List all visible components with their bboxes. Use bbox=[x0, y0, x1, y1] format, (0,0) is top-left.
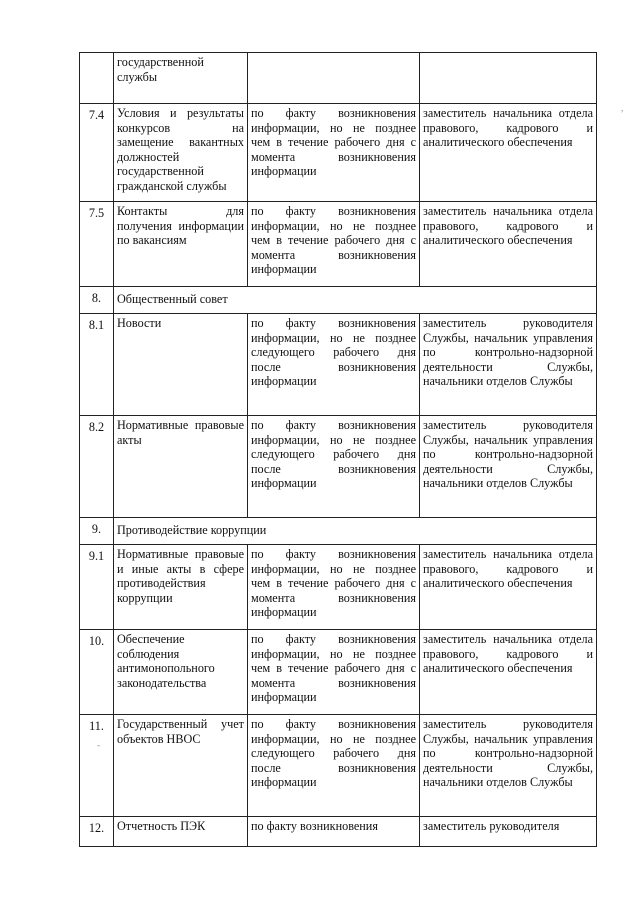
row-deadline: по факту возникновения информации, но не позднее следующего рабочего дня после возникновения информации bbox=[248, 416, 420, 518]
row-deadline: по факту возникновения информации, но не позднее следующего рабочего дня после возникновения информации bbox=[248, 715, 420, 817]
row-responsible: заместитель начальника отдела правового, кадрового и аналитического обеспечения bbox=[420, 202, 597, 287]
row-number: 7.5 bbox=[80, 202, 114, 287]
row-name: Государственный учет объектов НВОС bbox=[114, 715, 248, 817]
row-responsible: заместитель руководителя Службы, начальник управления по контрольно-надзорной деятельности Службы, начальники отделов Службы bbox=[420, 416, 597, 518]
table-row bbox=[80, 715, 597, 817]
table-row bbox=[80, 416, 597, 518]
row-deadline: по факту возникновения информации, но не позднее чем в течение рабочего дня с момента возникновения информации bbox=[248, 545, 420, 630]
scan-mark: - bbox=[97, 740, 100, 750]
row-number: 10. bbox=[80, 630, 114, 715]
row-responsible: заместитель руководителя bbox=[420, 817, 597, 847]
table-row bbox=[80, 53, 597, 104]
row-number: 8.1 bbox=[80, 314, 114, 416]
row-number bbox=[80, 53, 114, 104]
row-number: 8. bbox=[80, 287, 114, 314]
row-number: 9. bbox=[80, 518, 114, 545]
section-row bbox=[80, 287, 597, 314]
section-row bbox=[80, 518, 597, 545]
row-name: Обеспечение соблюдения антимонопольного законодательства bbox=[114, 630, 248, 715]
row-deadline: по факту возникновения bbox=[248, 817, 420, 847]
section-title: Общественный совет bbox=[114, 287, 597, 314]
table-row bbox=[80, 104, 597, 202]
table-row bbox=[80, 202, 597, 287]
row-number: 12. bbox=[80, 817, 114, 847]
scan-mark: , bbox=[621, 103, 624, 113]
row-number: 11. bbox=[80, 715, 114, 817]
section-title: Противодействие коррупции bbox=[114, 518, 597, 545]
row-deadline: по факту возникновения информации, но не позднее чем в течение рабочего дня с момента возникновения информации bbox=[248, 630, 420, 715]
row-deadline bbox=[248, 53, 420, 104]
table-row bbox=[80, 545, 597, 630]
row-responsible: заместитель начальника отдела правового, кадрового и аналитического обеспечения bbox=[420, 630, 597, 715]
row-number: 9.1 bbox=[80, 545, 114, 630]
row-name: Отчетность ПЭК bbox=[114, 817, 248, 847]
table-row bbox=[80, 630, 597, 715]
row-deadline: по факту возникновения информации, но не позднее чем в течение рабочего дня с момента возникновения информации bbox=[248, 202, 420, 287]
table-row bbox=[80, 314, 597, 416]
row-responsible: заместитель начальника отдела правового, кадрового и аналитического обеспечения bbox=[420, 104, 597, 202]
row-name: государственной службы bbox=[114, 53, 248, 104]
row-deadline: по факту возникновения информации, но не позднее следующего рабочего дня после возникновения информации bbox=[248, 314, 420, 416]
row-deadline: по факту возникновения информации, но не позднее чем в течение рабочего дня с момента возникновения информации bbox=[248, 104, 420, 202]
row-responsible: заместитель руководителя Службы, начальник управления по контрольно-надзорной деятельности Службы, начальники отделов Службы bbox=[420, 314, 597, 416]
row-number: 8.2 bbox=[80, 416, 114, 518]
row-name: Условия и результаты конкурсов на замещение вакантных должностей государственной гражданской службы bbox=[114, 104, 248, 202]
row-name: Контакты для получения информации по вакансиям bbox=[114, 202, 248, 287]
row-name: Нормативные правовые акты bbox=[114, 416, 248, 518]
schedule-table-body bbox=[80, 53, 597, 847]
row-name: Новости bbox=[114, 314, 248, 416]
row-responsible: заместитель руководителя Службы, начальник управления по контрольно-надзорной деятельности Службы, начальники отделов Службы bbox=[420, 715, 597, 817]
table-row bbox=[80, 817, 597, 847]
schedule-table bbox=[79, 52, 597, 847]
row-responsible bbox=[420, 53, 597, 104]
row-name: Нормативные правовые и иные акты в сфере противодействия коррупции bbox=[114, 545, 248, 630]
row-responsible: заместитель начальника отдела правового, кадрового и аналитического обеспечения bbox=[420, 545, 597, 630]
row-number: 7.4 bbox=[80, 104, 114, 202]
